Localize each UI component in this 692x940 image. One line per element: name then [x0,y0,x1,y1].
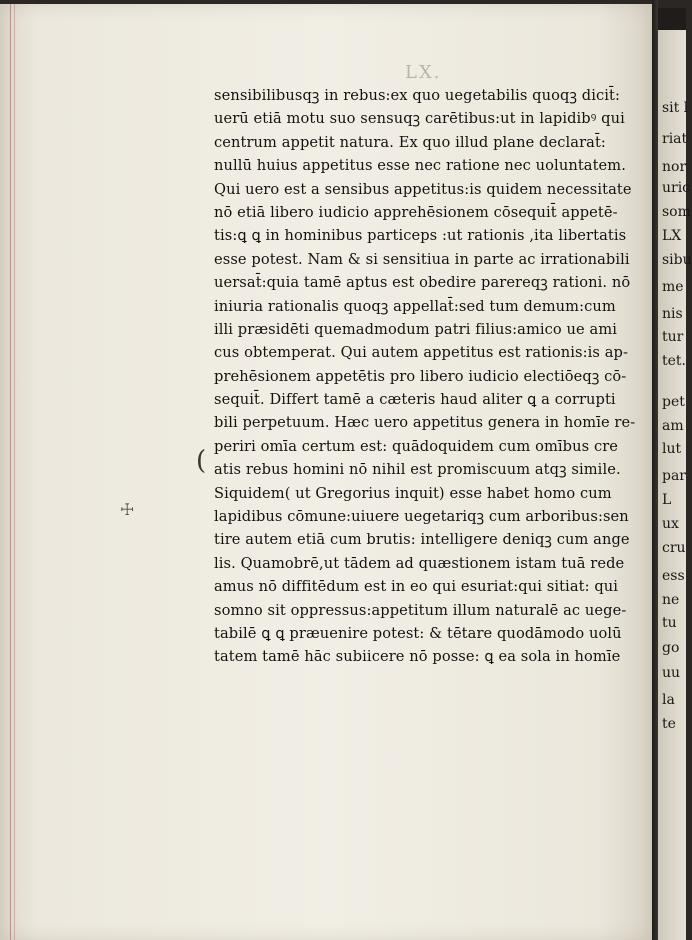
next-page-fragment: uric [662,180,691,196]
text-line: uerū etiā motu suo sensuqꝫ carētibus:ut in lapidibꝰ qui [214,110,625,128]
text-line: sequit̄. Differt tamē a cæteris haud aliter ꝗ a corrupti [214,391,616,409]
text-line: tire autem etiā cum brutis: intelligere deniqꝫ cum ange [214,531,630,549]
next-page-top-shadow [658,8,686,30]
next-page-fragment: pet [662,394,685,410]
text-line: nō etiā libero iudicio apprehēsionem cōsequit̄ appetē- [214,203,618,221]
next-page-fragment: par [662,468,687,484]
folio-number: LX. [405,62,442,83]
next-page-fragment: me [662,279,684,295]
book-page [0,4,652,940]
text-line: atis rebus homini nō nihil est promiscuum atqꝫ simile. [214,461,621,479]
next-page-fragment: sibu [662,252,692,268]
text-line: illi præsidēti quemadmodum patri filius:amico ue ami [214,320,618,338]
red-margin-rule-inner [14,4,15,940]
text-line: lis. Quamobrē,ut tādem ad quæstionem istam tuā rede [214,554,625,572]
next-page-fragment: cru [662,540,686,556]
text-line: amus nō diffitēdum est in eo qui esuriat:qui sitiat: qui [214,578,619,596]
next-page-fragment: ne [662,592,680,608]
text-line: sensibilibusqꝫ in rebus:ex quo uegetabilis quoqꝫ dicit̄: [214,87,620,104]
text-line: iniuria rationalis quoqꝫ appellat̄:sed tum demum:cum [214,297,616,315]
next-page-fragment: ux [662,516,679,532]
text-line: Qui uero est a sensibus appetitus:is quidem necessitate [214,180,632,198]
text-line: Siquidem( ut Gregorius inquit) esse habet homo cum [214,484,612,502]
text-line: centrum appetit natura. Ex quo illud plane declarat̄: [214,133,606,151]
text-line: uersat̄:quia tamē aptus est obedire parereqꝫ rationi. nō [214,274,631,292]
next-page-fragment: L [662,492,672,508]
next-page-fragment: nis [662,306,683,322]
margin-annotation-mark: ☩ [120,500,135,519]
next-page-fragment: la [662,692,675,708]
next-page-fragment: LX [662,228,682,244]
next-page-fragment: tu [662,615,677,631]
margin-bracket-mark: ( [196,446,207,476]
text-line: tis:ꝗ ꝗ in hominibus particeps :ut rationis ,ita libertatis [214,227,627,245]
next-page-fragment: riat [662,131,688,147]
next-page-fragment: sit l [662,100,689,116]
next-page-fragment: lut [662,441,682,457]
next-page-fragment: tet. [662,353,686,369]
text-block [214,84,646,669]
next-page-fragment: am [662,418,684,434]
text-line: tabilē ꝗ ꝗ præuenire potest: & tētare quodāmodo uolū [214,624,622,642]
text-line: esse potest. Nam & si sensitiua in parte ac irrationabili [214,250,630,268]
text-line: lapidibus cōmune:uiuere uegetariqꝫ cum arboribus:sen [214,508,629,526]
next-page-fragment: ess [662,568,685,584]
red-margin-rule [10,4,11,940]
text-line: bili perpetuum. Hæc uero appetitus genera in homīe re- [214,414,636,432]
next-page-fragment: tur [662,329,684,345]
text-line: somno sit oppressus:appetitum illum naturalē ac uege- [214,601,627,619]
text-line: tatem tamē hāc subiicere nō posse: ꝗ ea sola in homīe [214,648,621,666]
text-line: prehēsionem appetētis pro libero iudicio electiōeqꝫ cō- [214,367,627,385]
next-page-fragment: go [662,640,680,656]
text-line: cus obtemperat. Qui autem appetitus est rationis:is ap- [214,344,629,362]
text-line: periri omīa certum est: quādoquidem cum omībus cre [214,437,619,455]
next-page-fragment: te [662,716,676,732]
next-page-edge [658,8,692,940]
next-page-fragment: som [662,204,691,220]
next-page-fragment: nor [662,159,687,175]
text-line: nullū huius appetitus esse nec ratione nec uoluntatem. [214,157,626,175]
next-page-fragment: uu [662,665,681,681]
